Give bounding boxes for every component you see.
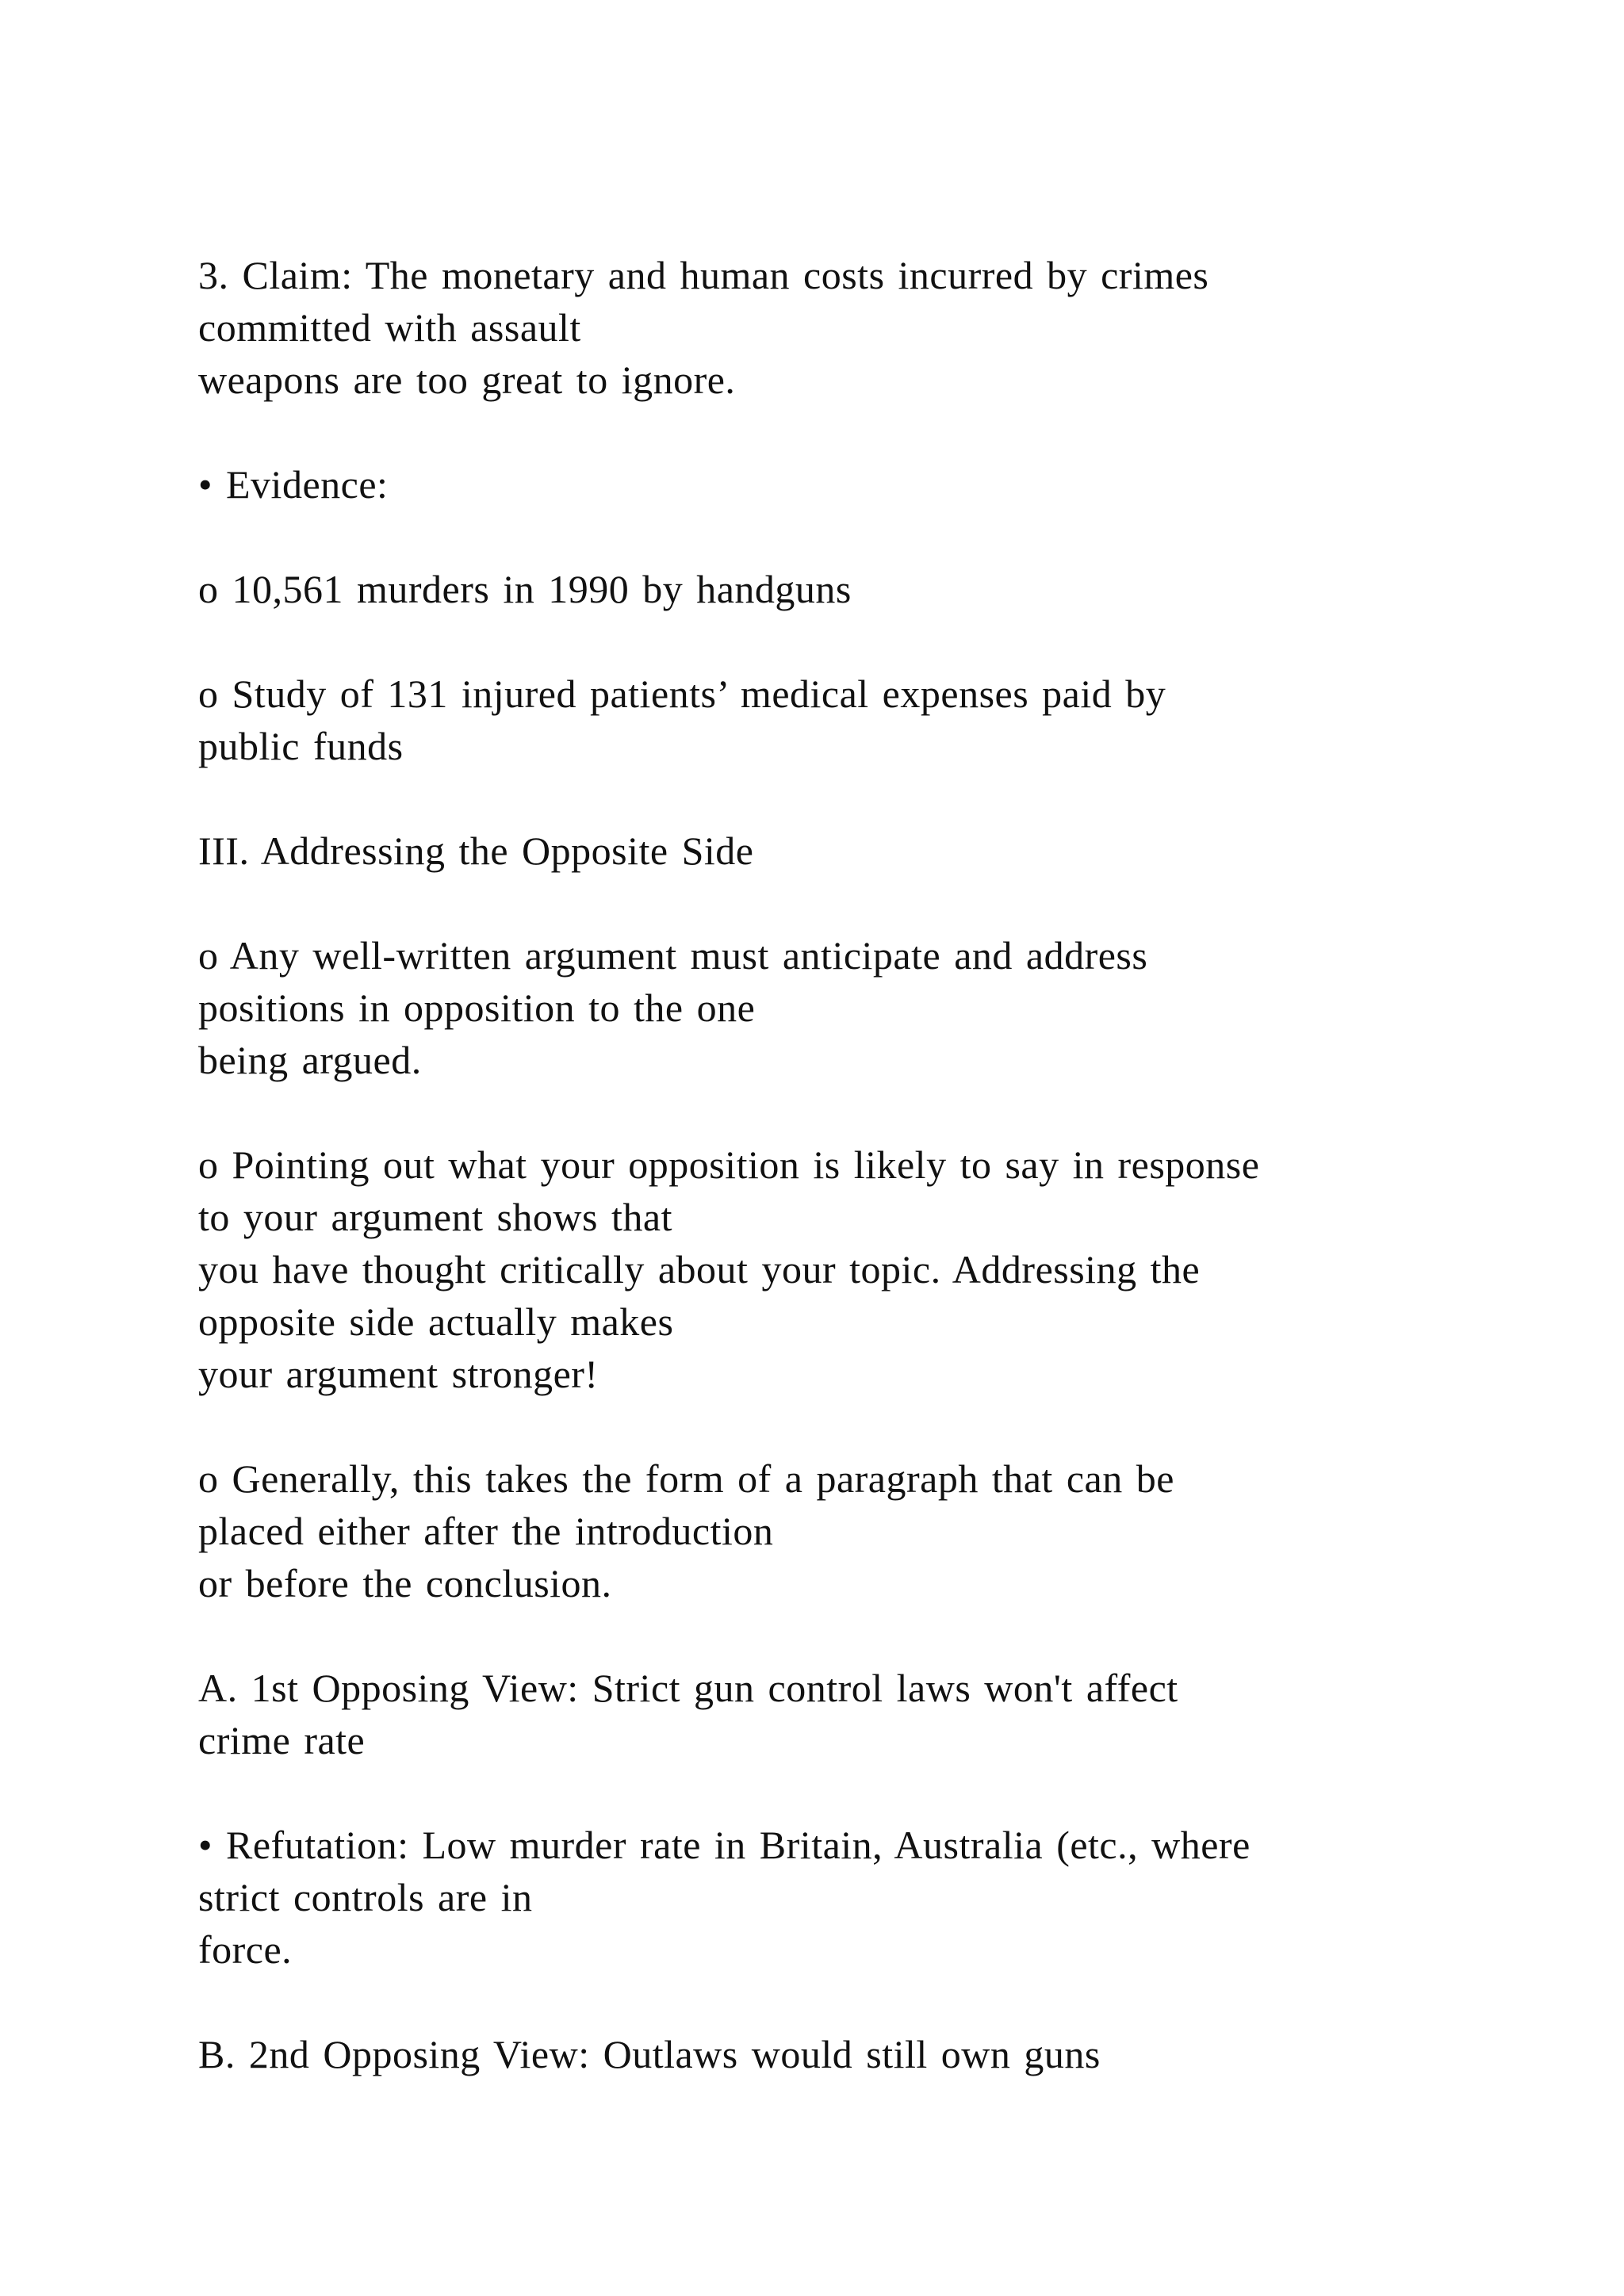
text-line: o 10,561 murders in 1990 by handguns (198, 567, 852, 611)
text-line: weapons are too great to ignore. (198, 358, 736, 402)
section-heading (198, 825, 1499, 877)
list-item (198, 1452, 1499, 1609)
list-item (198, 929, 1499, 1086)
evidence-item (198, 668, 1499, 772)
text-line: A. 1st Opposing View: Strict gun control laws won't affect (198, 1666, 1178, 1710)
text-line: o Study of 131 injured patients’ medical expenses paid by (198, 672, 1166, 716)
text-line: o Any well-written argument must anticipate and address (198, 933, 1148, 978)
claim-paragraph (198, 249, 1499, 406)
opposing-view (198, 2028, 1499, 2080)
text-line: crime rate (198, 1718, 366, 1762)
text-line: positions in opposition to the one (198, 985, 756, 1030)
text-line: being argued. (198, 1038, 422, 1082)
text-line: 3. Claim: The monetary and human costs incurred by crimes (198, 253, 1209, 297)
evidence-heading (198, 458, 1499, 511)
text-line: public funds (198, 724, 404, 768)
document-body (198, 249, 1499, 2133)
list-item (198, 1138, 1499, 1400)
text-line: o Pointing out what your opposition is likely to say in response (198, 1142, 1260, 1187)
refutation (198, 1819, 1499, 1976)
text-line: placed either after the introduction (198, 1509, 774, 1553)
opposing-view (198, 1662, 1499, 1766)
text-line: you have thought critically about your topic. Addressing the (198, 1247, 1201, 1292)
text-line: committed with assault (198, 305, 581, 350)
text-line: • Refutation: Low murder rate in Britain, Australia (etc., where (198, 1823, 1251, 1867)
evidence-item (198, 563, 1499, 615)
text-line: your argument stronger! (198, 1352, 599, 1396)
text-line: strict controls are in (198, 1875, 533, 1919)
text-line: o Generally, this takes the form of a paragraph that can be (198, 1456, 1174, 1501)
text-line: to your argument shows that (198, 1195, 672, 1239)
text-line: force. (198, 1927, 293, 1972)
text-line: opposite side actually makes (198, 1299, 674, 1344)
text-line: or before the conclusion. (198, 1561, 612, 1605)
text-line: III. Addressing the Opposite Side (198, 828, 754, 873)
text-line: B. 2nd Opposing View: Outlaws would still own guns (198, 2032, 1101, 2076)
text-line: • Evidence: (198, 462, 389, 507)
